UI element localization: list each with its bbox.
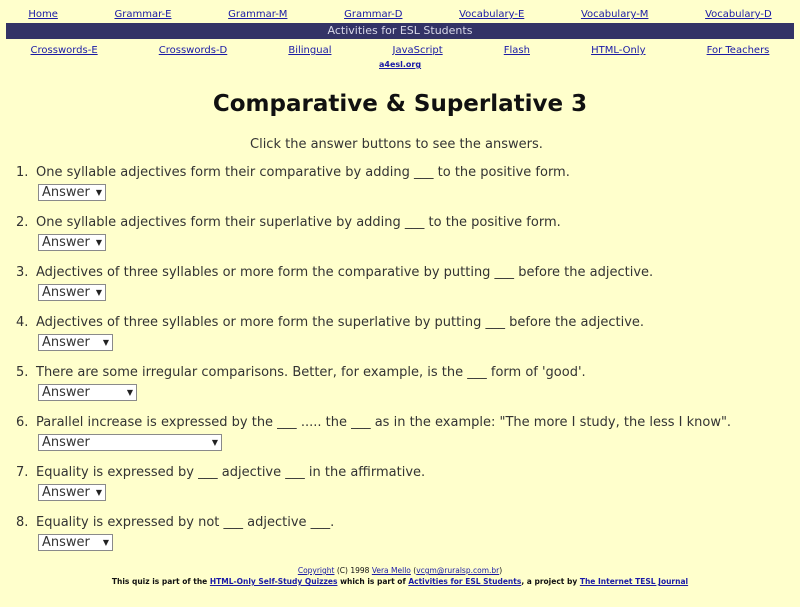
nav-link-bilingual[interactable]: Bilingual bbox=[288, 45, 332, 56]
nav-link-vocabulary-d[interactable]: Vocabulary-D bbox=[705, 9, 772, 20]
question-number: 7. bbox=[16, 465, 29, 480]
chevron-down-icon: ▼ bbox=[126, 388, 133, 397]
top-navigation bbox=[0, 7, 800, 22]
chevron-down-icon: ▼ bbox=[211, 438, 218, 447]
page-title: Comparative & Superlative 3 bbox=[212, 91, 588, 117]
footer-project-line: This quiz is part of the HTML-Only Self-Study Quizzes which is part of Activities for ESL Students, a project by The Internet TESL Journal bbox=[111, 577, 689, 586]
question-4 bbox=[16, 315, 644, 351]
answer-label: Answer bbox=[42, 185, 90, 200]
chevron-down-icon: ▼ bbox=[95, 238, 102, 247]
question-number: 2. bbox=[16, 215, 29, 230]
question-number: 1. bbox=[16, 165, 29, 180]
question-text: There are some irregular comparisons. Better, for example, is the ___ form of 'good'. bbox=[36, 365, 586, 380]
nav-link-grammar-e[interactable]: Grammar-E bbox=[114, 9, 172, 20]
question-3 bbox=[16, 265, 653, 301]
question-text: Equality is expressed by ___ adjective ___ in the affirmative. bbox=[36, 465, 426, 480]
nav-link-for-teachers[interactable]: For Teachers bbox=[706, 45, 770, 56]
answer-label: Answer bbox=[42, 235, 90, 250]
question-number: 3. bbox=[16, 265, 29, 280]
secondary-navigation bbox=[0, 43, 800, 58]
nav-link-crosswords-e[interactable]: Crosswords-E bbox=[30, 45, 98, 56]
nav-link-html-only[interactable]: HTML-Only bbox=[591, 45, 646, 56]
chevron-down-icon: ▼ bbox=[95, 488, 102, 497]
answer-dropdown-7[interactable] bbox=[38, 484, 106, 501]
answer-dropdown-2[interactable] bbox=[38, 234, 106, 251]
nav-link-flash[interactable]: Flash bbox=[503, 45, 530, 56]
answer-dropdown-5[interactable] bbox=[38, 384, 137, 401]
chevron-down-icon: ▼ bbox=[95, 288, 102, 297]
question-number: 8. bbox=[16, 515, 29, 530]
question-number: 6. bbox=[16, 415, 29, 430]
email-link[interactable]: vcgm@ruralsp.com.br bbox=[416, 566, 500, 575]
question-text: Adjectives of three syllables or more form the superlative by putting ___ before the adjective. bbox=[36, 315, 645, 330]
question-number: 4. bbox=[16, 315, 29, 330]
question-number: 5. bbox=[16, 365, 29, 380]
chevron-down-icon: ▼ bbox=[95, 188, 102, 197]
activities-link[interactable]: Activities for ESL Students bbox=[408, 577, 522, 586]
answer-label: Answer bbox=[42, 285, 90, 300]
question-6 bbox=[16, 415, 731, 451]
question-8 bbox=[16, 515, 334, 551]
nav-link-vocabulary-e[interactable]: Vocabulary-E bbox=[459, 9, 525, 20]
answer-dropdown-4[interactable] bbox=[38, 334, 113, 351]
question-text: One syllable adjectives form their comparative by adding ___ to the positive form. bbox=[36, 165, 570, 180]
answer-dropdown-3[interactable] bbox=[38, 284, 106, 301]
quizzes-link[interactable]: HTML-Only Self-Study Quizzes bbox=[209, 577, 338, 586]
answer-label: Answer bbox=[42, 435, 90, 450]
answer-label: Answer bbox=[42, 485, 90, 500]
chevron-down-icon: ▼ bbox=[102, 538, 109, 547]
journal-link[interactable]: The Internet TESL Journal bbox=[579, 577, 689, 586]
question-1 bbox=[16, 165, 570, 201]
question-text: Equality is expressed by not ___ adjective ___. bbox=[36, 515, 335, 530]
nav-link-crosswords-d[interactable]: Crosswords-D bbox=[158, 45, 228, 56]
question-text: One syllable adjectives form their superlative by adding ___ to the positive form. bbox=[36, 215, 561, 230]
question-2 bbox=[16, 215, 561, 251]
site-home-link[interactable]: a4esl.org bbox=[379, 60, 422, 69]
answer-label: Answer bbox=[42, 535, 90, 550]
nav-link-vocabulary-m[interactable]: Vocabulary-M bbox=[580, 9, 649, 20]
nav-link-javascript[interactable]: JavaScript bbox=[392, 45, 443, 56]
nav-link-grammar-d[interactable]: Grammar-D bbox=[344, 9, 403, 20]
nav-link-home[interactable]: Home bbox=[28, 9, 58, 20]
footer bbox=[0, 565, 800, 587]
footer-copyright-line: Copyright (C) 1998 Vera Mello (vcgm@ruralsp.com.br) bbox=[297, 566, 503, 575]
copyright-link[interactable]: Copyright bbox=[297, 566, 335, 575]
chevron-down-icon: ▼ bbox=[102, 338, 109, 347]
question-5 bbox=[16, 365, 586, 401]
answer-label: Answer bbox=[42, 385, 90, 400]
answer-label: Answer bbox=[42, 335, 90, 350]
answer-dropdown-6[interactable] bbox=[38, 434, 222, 451]
site-banner: Activities for ESL Students bbox=[6, 23, 794, 39]
question-text: Parallel increase is expressed by the ___ ..... the ___ as in the example: "The more I study, the less I know". bbox=[36, 415, 732, 430]
question-7 bbox=[16, 465, 425, 501]
question-text: Adjectives of three syllables or more form the comparative by putting ___ before the adjective. bbox=[36, 265, 654, 280]
nav-link-grammar-m[interactable]: Grammar-M bbox=[228, 9, 288, 20]
answer-dropdown-1[interactable] bbox=[38, 184, 106, 201]
answer-dropdown-8[interactable] bbox=[38, 534, 113, 551]
author-link[interactable]: Vera Mello bbox=[371, 566, 411, 575]
instructions: Click the answer buttons to see the answers. bbox=[250, 137, 543, 152]
